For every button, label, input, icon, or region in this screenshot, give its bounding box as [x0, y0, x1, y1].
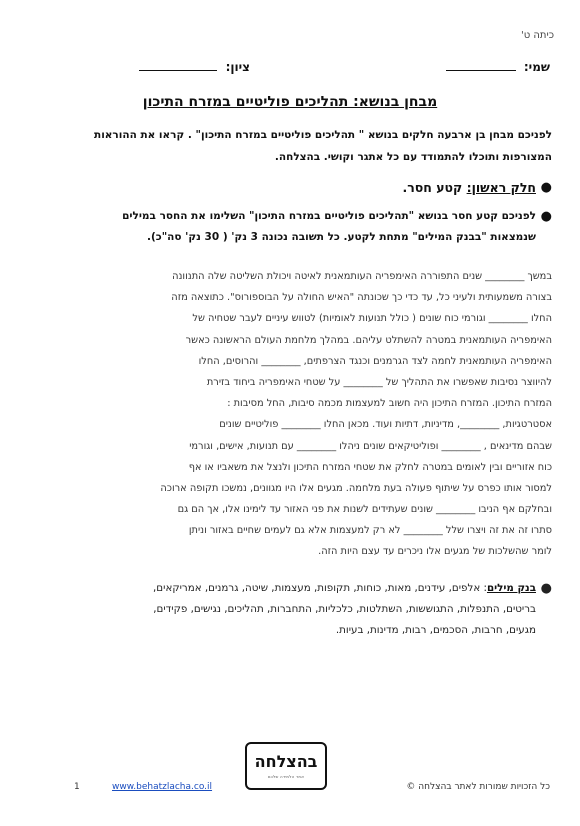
- passage-line: האימפריה העותמאנית לחמה לצד הגרמנים וכנגד הצרפתים, ________ והרוסים, החלו: [198, 355, 552, 367]
- name-label: שמי:: [523, 60, 550, 74]
- passage-line: אסטרטגיות, ________, מדיניות, דתיות ועוד. מכאן החלו ________ פוליטיים שונים: [219, 419, 552, 431]
- word-bank-line-2: בריטים, התנפלות, התגוששות, השתלטות, כלכליות, התחברות, תהליכים, נגישים, פקידים,: [153, 603, 536, 615]
- passage-line: במשך ________ שנים התפוררה האימפריה העותמאנית לאיטה ויכולת השליטה שלה התנוונה: [172, 271, 552, 282]
- passage-line: שבהם מדינאים , ________ ופוליטיקאים שונים ניהלו ________ עם תנועות, אישים, וגורמי: [189, 440, 552, 452]
- site-link[interactable]: www.behatzlacha.co.il: [112, 782, 213, 792]
- class-label: כיתה ט': [520, 30, 554, 41]
- passage-line: האימפריה העותמאנית במטרה להשתלט עליהם. במהלך מלחמת העולם הראשונה כאשר: [185, 334, 552, 346]
- word-bank: [30, 578, 552, 641]
- word-bank-label: בנק מילים: [486, 582, 536, 594]
- part-title: קטע חסר.: [402, 180, 463, 195]
- passage-line: המזרח התיכון. המזרח התיכון היה חשוב למעצמות מכמה סיבות, החל מסיבות :: [227, 398, 552, 410]
- instructions-line-1: לפניכם קטע חסר בנושא "תהליכים פוליטיים במזרח התיכון" השלימו את החסר במילים: [122, 210, 536, 222]
- exam-intro: [28, 124, 552, 168]
- bullet-icon: ●: [540, 581, 552, 596]
- bullet-icon: ●: [540, 209, 552, 224]
- part-one-heading: [30, 180, 552, 195]
- page-footer: [0, 782, 580, 796]
- word-bank-words: : אלפים, עידנים, מאות, כוחות, תקופות, מעצמות, שיטה, גרמנים, אמריקאים,: [153, 582, 487, 594]
- word-bank-line-1: [30, 578, 536, 599]
- grade-label: ציון:: [225, 60, 250, 74]
- passage-line: כוח אזוריים ובין לאומים במטרה לחלק את שטחי המזרח התיכון ולנצל את משאביו או אף: [188, 461, 552, 473]
- passage-line: ובחלקם אף הניבו ________ שונים שעתידים לשנות את פני האזור עד לימינו אלו, אך הם גם: [177, 504, 552, 516]
- passage-line: סתרו זה את זה ויצרו שלל ________ לא רק למעצמות אלא גם לעמים שחיים באזור וניתן: [188, 525, 552, 537]
- grade-field[interactable]: [139, 58, 250, 74]
- intro-line-1: לפניכם מבחן בן ארבעה חלקים בנושא " תהליכים פוליטיים במזרח התיכון" . קראו את ההוראות: [94, 129, 552, 141]
- cloze-passage: [26, 266, 552, 563]
- passage-line: לומר שהשלכות של מגעים אלו ניכרים עד עצם היות הזה.: [318, 546, 552, 558]
- logo-tagline: אתר הלמידה שלכם: [267, 774, 305, 779]
- instructions-line-2: שנמצאות "בבנק המילים" מתחת לקטע. כל תשובה נכונה 3 נק' ( 30 נק' סה"כ).: [146, 231, 536, 243]
- passage-line: להיווצר נסיבות שאפשרו את התהליך של ________ על שטחי האימפריה ביחוד בזירת: [206, 376, 552, 388]
- copyright-text: כל הזכויות שמורות לאתר בהצלחה ©: [406, 782, 550, 792]
- name-blank[interactable]: [446, 58, 516, 71]
- passage-line: החלו ________ וגורמי כוח שונים ( כולל תנועות לאומיות) לטווש עיניים לעבר שטחיה של: [192, 313, 552, 325]
- page-number: 1: [74, 782, 80, 792]
- name-field[interactable]: [446, 58, 550, 74]
- page-title: מבחן בנושא: תהליכים פוליטיים במזרח התיכון: [142, 94, 438, 110]
- logo-text: בהצלחה: [254, 752, 318, 771]
- intro-line-2: המצורפות ותוכלו להתמודד עם כל אתגר וקושי. בהצלחה.: [274, 151, 552, 163]
- student-fields: [60, 58, 550, 76]
- bullet-icon: ●: [540, 180, 552, 195]
- part-label: חלק ראשון:: [466, 180, 536, 195]
- passage-line: בצורה משמעותית ולעיני כל, עד כדי כך שכונתה "האיש החולה על הבוספורוס". כתוצאה מזה: [171, 292, 552, 304]
- instructions: [30, 206, 552, 248]
- passage-line: למסור אותו כפרס על שיתוף פעולה בעת מלחמה. מגעים אלו היו מגוונים, נמשכו תקופה ארוכה: [160, 482, 552, 494]
- grade-blank[interactable]: [139, 58, 217, 71]
- word-bank-line-3: מגעים, חרבות, הסכמים, רבות, מדינות, בעיות.: [335, 624, 536, 636]
